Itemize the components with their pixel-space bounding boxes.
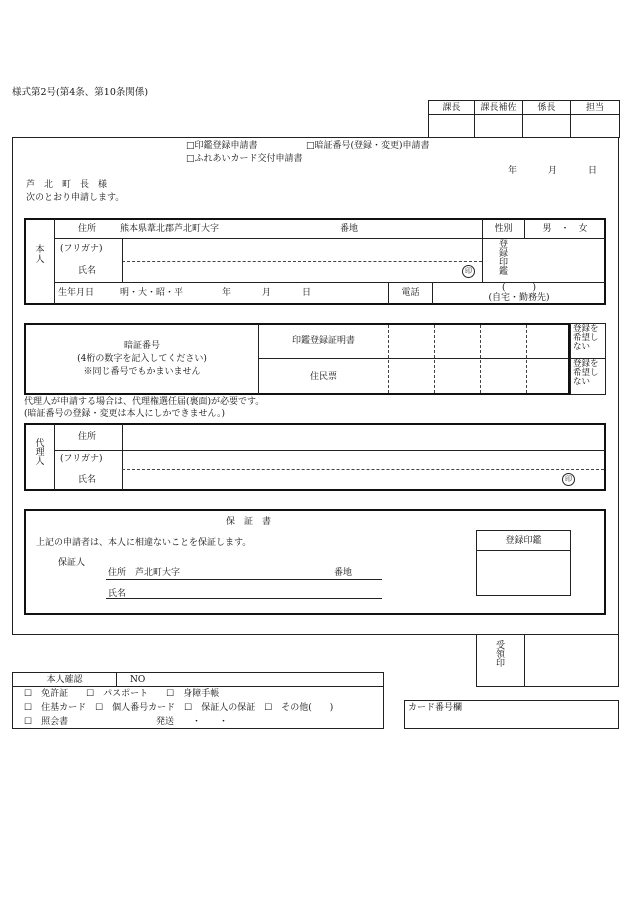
pin-note-digits: (4桁の数字を記入してください) [77,354,207,364]
identity-verify-label: 本人確認 [46,675,83,685]
phone-paren[interactable]: ( ) [501,283,537,293]
date-day-label: 日 [588,166,598,176]
approval-staff: 担当 [585,103,604,113]
guarantor-name[interactable]: 氏名 [108,589,127,599]
guarantor-label: 保証人 [58,558,86,568]
applicant-address-label: 住所 [78,224,97,234]
guarantee-text: 上記の申請者は、本人に相違ないことを保証します。 [36,538,252,548]
gender-options[interactable]: 男 ・ 女 [542,224,588,234]
proxy-name-label: 氏名 [78,475,97,485]
verify-sent: 発送 ・ ・ [156,717,229,727]
applicant-furigana-label: (フリガナ) [60,244,103,254]
pin-row-resident-record: 住民票 [309,372,337,382]
dob-year: 年 [222,288,232,298]
proxy-address-label: 住所 [78,432,97,442]
applicant-name-label: 氏名 [78,266,97,276]
registered-seal-label: 登 録 印 鑑 [498,240,508,277]
pin-row-seal-certificate: 印鑑登録証明書 [291,336,355,346]
proxy-box [24,423,606,491]
verify-row-1[interactable]: ☐ 免許証 ☐ パスポート ☐ 身障手帳 [24,689,220,699]
dob-day: 日 [302,288,312,298]
approval-section: 係長 [537,103,556,113]
check-seal-registration[interactable]: □印鑑登録申請書 [186,141,258,151]
guarantor-address[interactable]: 住所 芦北町大字 [108,568,181,578]
addressee: 芦 北 町 長 様 [26,180,108,190]
gender-label: 性別 [494,224,513,234]
applicant-address-value[interactable]: 熊本県葦北郡芦北町大字 [120,224,220,234]
approval-deputy: 課長補佐 [480,103,517,113]
no-register-1[interactable]: 登録を 希望し ない [573,324,599,352]
date-year-label: 年 [508,166,518,176]
applicant-seal-mark: 印 [462,265,475,278]
check-pin-registration[interactable]: □暗証番号(登録・変更)申請書 [306,141,430,151]
identity-verify-no: NO [130,675,146,685]
dob-month: 月 [262,288,272,298]
dob-label: 生年月日 [58,288,95,298]
phone-note: (自宅・勤務先) [488,293,550,303]
receipt-stamp-label: 受 領 印 [495,641,505,669]
form-number: 様式第2号(第4条、第10条関係) [12,87,149,98]
proxy-section-label: 代 理 人 [35,439,45,467]
date-month-label: 月 [548,166,558,176]
guarantee-title: 保 証 書 [226,517,272,527]
proxy-furigana-label: (フリガナ) [60,454,103,464]
pin-title: 暗証番号 [123,341,160,351]
intro-text: 次のとおり申請します。 [26,193,125,203]
no-register-2[interactable]: 登録を 希望し ない [573,359,599,387]
card-number-label: カード番号欄 [408,703,463,713]
applicant-banchi: 番地 [340,224,359,234]
applicant-section-label: 本 人 [35,245,45,266]
proxy-seal-mark: 印 [562,473,575,486]
verify-row-2[interactable]: ☐ 住基カード ☐ 個人番号カード ☐ 保証人の保証 ☐ その他( ) [24,703,334,713]
guarantor-seal-label: 登録印鑑 [505,536,542,546]
proxy-note-1: 代理人が申請する場合は、代理権選任届(裏面)が必要です。 [24,397,265,407]
pin-note-same: ※同じ番号でもかまいません [83,367,201,377]
check-card-issue[interactable]: □ふれあいカード交付申請書 [186,154,303,164]
verify-inquiry[interactable]: ☐ 照会書 [24,717,69,727]
approval-table [428,100,620,138]
dob-eras[interactable]: 明・大・昭・平 [120,288,184,298]
guarantor-banchi: 番地 [334,568,353,578]
proxy-note-2: (暗証番号の登録・変更は本人にしかできません。) [24,409,226,419]
phone-label: 電話 [401,288,420,298]
approval-chief: 課長 [442,103,461,113]
